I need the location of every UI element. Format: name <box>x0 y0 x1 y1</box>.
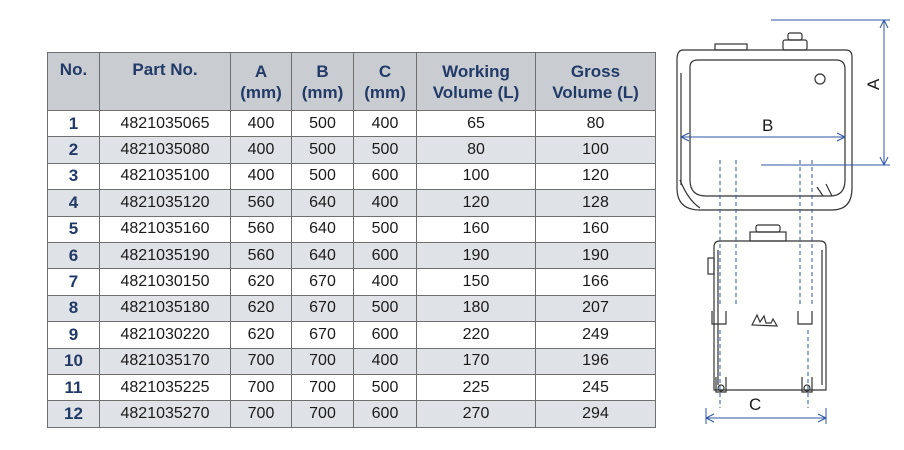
cell-gross: 207 <box>536 295 656 321</box>
cell-no: 7 <box>48 269 100 295</box>
cell-part: 4821035120 <box>100 190 231 216</box>
header-c: C (mm) <box>354 53 417 111</box>
cell-no: 8 <box>48 295 100 321</box>
cell-a: 620 <box>231 295 292 321</box>
cell-c: 400 <box>354 348 417 374</box>
header-b: B (mm) <box>292 53 354 111</box>
cell-c: 500 <box>354 137 417 163</box>
cell-gross: 196 <box>536 348 656 374</box>
cell-working: 100 <box>417 163 536 189</box>
cell-working: 170 <box>417 348 536 374</box>
cell-a: 620 <box>231 322 292 348</box>
dimension-label-b: B <box>762 116 774 135</box>
cell-b: 500 <box>292 137 354 163</box>
cell-a: 400 <box>231 163 292 189</box>
header-working-volume: Working Volume (L) <box>417 53 536 111</box>
cell-a: 700 <box>231 374 292 400</box>
cell-b: 700 <box>292 401 354 427</box>
cell-b: 640 <box>292 242 354 268</box>
cell-b: 700 <box>292 374 354 400</box>
cell-no: 9 <box>48 322 100 348</box>
cell-working: 150 <box>417 269 536 295</box>
cell-part: 4821030150 <box>100 269 231 295</box>
cell-a: 560 <box>231 190 292 216</box>
cell-c: 500 <box>354 295 417 321</box>
dimension-label-a: A <box>864 78 883 90</box>
cell-working: 190 <box>417 242 536 268</box>
cell-part: 4821035180 <box>100 295 231 321</box>
cell-a: 400 <box>231 137 292 163</box>
cell-part: 4821035190 <box>100 242 231 268</box>
cell-c: 600 <box>354 322 417 348</box>
cell-a: 700 <box>231 401 292 427</box>
cell-working: 270 <box>417 401 536 427</box>
water-symbol-icon <box>752 315 777 326</box>
cell-part: 4821035170 <box>100 348 231 374</box>
cell-no: 1 <box>48 111 100 137</box>
header-no: No. <box>48 53 100 111</box>
cell-no: 5 <box>48 216 100 242</box>
cell-b: 500 <box>292 163 354 189</box>
cell-a: 560 <box>231 242 292 268</box>
cell-no: 6 <box>48 242 100 268</box>
cell-c: 500 <box>354 216 417 242</box>
cell-a: 560 <box>231 216 292 242</box>
cell-working: 220 <box>417 322 536 348</box>
cell-gross: 166 <box>536 269 656 295</box>
cell-part: 4821035065 <box>100 111 231 137</box>
dimension-label-c: C <box>749 395 762 414</box>
cell-working: 65 <box>417 111 536 137</box>
cell-working: 120 <box>417 190 536 216</box>
cell-b: 640 <box>292 190 354 216</box>
cell-no: 11 <box>48 374 100 400</box>
cell-b: 500 <box>292 111 354 137</box>
cell-working: 180 <box>417 295 536 321</box>
cell-gross: 245 <box>536 374 656 400</box>
cell-part: 4821030220 <box>100 322 231 348</box>
cell-no: 4 <box>48 190 100 216</box>
cell-no: 10 <box>48 348 100 374</box>
cell-no: 3 <box>48 163 100 189</box>
dimension-lines <box>681 20 890 424</box>
cell-a: 620 <box>231 269 292 295</box>
cell-c: 400 <box>354 190 417 216</box>
header-a: A (mm) <box>231 53 292 111</box>
cell-gross: 190 <box>536 242 656 268</box>
header-part-no: Part No. <box>100 53 231 111</box>
cell-part: 4821035160 <box>100 216 231 242</box>
cell-part: 4821035080 <box>100 137 231 163</box>
header-gross-volume: Gross Volume (L) <box>536 53 656 111</box>
cell-a: 700 <box>231 348 292 374</box>
cell-gross: 120 <box>536 163 656 189</box>
cell-part: 4821035225 <box>100 374 231 400</box>
cell-c: 400 <box>354 111 417 137</box>
cell-working: 160 <box>417 216 536 242</box>
cell-c: 500 <box>354 374 417 400</box>
cell-c: 600 <box>354 401 417 427</box>
cell-c: 600 <box>354 242 417 268</box>
cell-c: 400 <box>354 269 417 295</box>
cell-b: 640 <box>292 216 354 242</box>
cell-gross: 294 <box>536 401 656 427</box>
cell-b: 700 <box>292 348 354 374</box>
cell-c: 600 <box>354 163 417 189</box>
cell-a: 400 <box>231 111 292 137</box>
cell-no: 12 <box>48 401 100 427</box>
cell-gross: 160 <box>536 216 656 242</box>
cell-gross: 128 <box>536 190 656 216</box>
cell-part: 4821035270 <box>100 401 231 427</box>
cell-part: 4821035100 <box>100 163 231 189</box>
cell-b: 670 <box>292 322 354 348</box>
cell-b: 670 <box>292 295 354 321</box>
cell-gross: 80 <box>536 111 656 137</box>
cell-gross: 249 <box>536 322 656 348</box>
cell-gross: 100 <box>536 137 656 163</box>
cell-no: 2 <box>48 137 100 163</box>
cell-working: 80 <box>417 137 536 163</box>
cell-b: 670 <box>292 269 354 295</box>
cell-working: 225 <box>417 374 536 400</box>
